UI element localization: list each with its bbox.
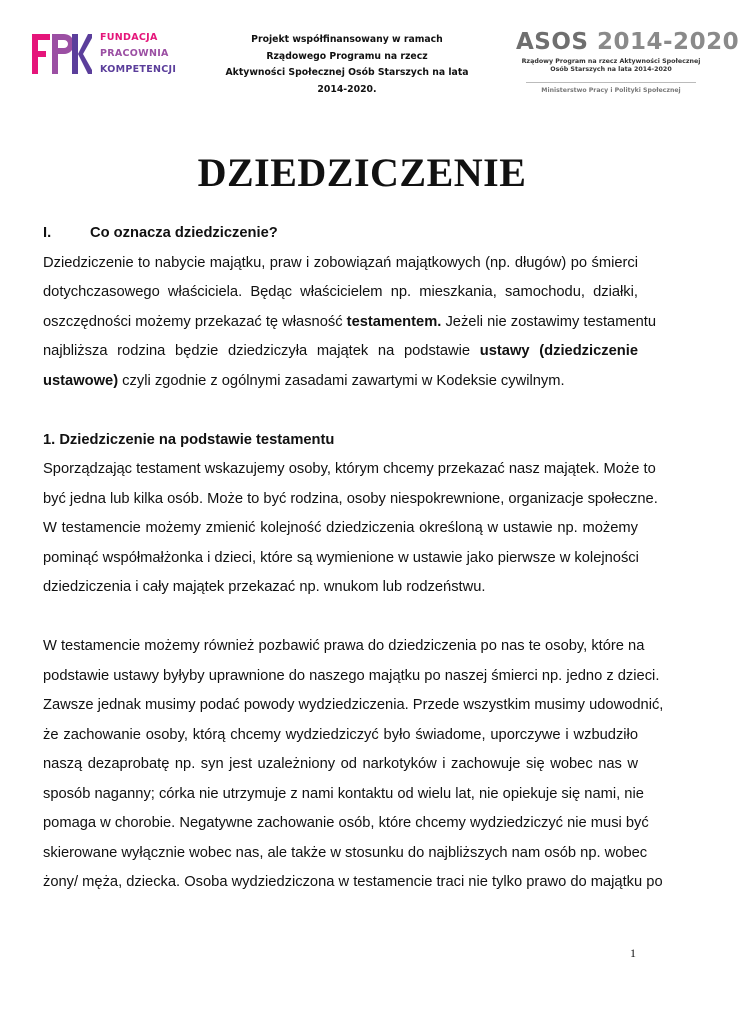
bold-term-statutory: ustawowe)	[43, 372, 119, 389]
project-note	[212, 32, 482, 98]
asos-brand: ASOS	[516, 29, 589, 55]
section-heading-text: Co oznacza dziedziczenie?	[90, 225, 278, 241]
paragraph-line: pomaga w chorobie. Negatywne zachowanie osób, które chcemy wydziedziczyć nie musi być	[43, 815, 649, 831]
fpk-logo-mark-icon	[30, 30, 92, 78]
bold-term-statute: ustawy (dziedziczenie	[479, 343, 638, 359]
paragraph-line: pominąć współmałżonka i dzieci, które są wymienione w ustawie jako pierwsze w kolejności	[43, 549, 639, 566]
project-note-line-3: Aktywności Społecznej Osób Starszych na lata	[225, 67, 469, 78]
section-heading	[43, 219, 638, 249]
asos-divider	[526, 82, 696, 83]
paragraph-line: dziedziczenia i cały majątek przekazać np. wnukom lub rodzeństwu.	[43, 579, 486, 595]
paragraph-line: Dziedziczenie to nabycie majątku, praw i zobowiązań majątkowych (np. długów) po śmierci	[43, 254, 638, 271]
paragraph-line: być jedna lub kilka osób. Może to być rodzina, osoby niespokrewnione, organizacje społeczne.	[43, 490, 658, 507]
document-body	[43, 219, 664, 898]
paragraph-line	[43, 308, 657, 338]
paragraph-line	[43, 337, 638, 367]
text-run: czyli zgodnie z ogólnymi zasadami zawartymi w Kodeksie cywilnym.	[118, 372, 565, 389]
asos-subtitle	[516, 58, 706, 74]
paragraph-line: dotychczasowego właściciela. Będąc właścicielem np. mieszkania, samochodu, działki,	[43, 284, 638, 300]
paragraph-gap	[43, 603, 638, 633]
ministry-name: Ministerstwo Pracy i Polityki Społecznej	[541, 87, 681, 94]
foundation-name-line-3: KOMPETENCJI	[100, 64, 177, 75]
paragraph-line: skierowane wyłącznie wobec nas, ale także w stosunku do najbliższych nam osób np. wobec	[43, 844, 648, 861]
subsection-heading: 1. Dziedziczenie na podstawie testamentu	[43, 431, 335, 448]
project-note-line-4: 2014-2020.	[317, 83, 377, 95]
paragraph-line: że zachowanie osoby, którą chcemy wydziedziczyć było świadome, uporczywe i wzbudziło	[43, 726, 638, 743]
asos-subtitle-line-2: Osób Starszych na lata 2014-2020	[550, 66, 672, 73]
paragraph-line: podstawie ustawy byłyby uprawnione do naszego majątku po naszej śmierci np. jedno z dzieci.	[43, 667, 660, 684]
page-number: 1	[630, 946, 636, 960]
foundation-name	[100, 30, 176, 78]
paragraph-line: W testamencie możemy zmienić kolejność dziedziczenia określoną w ustawie np. możemy	[43, 520, 638, 536]
paragraph-line: Zawsze jednak musimy podać powody wydziedziczenia. Przede wszystkim musimy udowodnić,	[43, 697, 664, 713]
paragraph-line: żony/ męża, dziecka. Osoba wydziedziczona w testamencie traci nie tylko prawo do majątku po	[43, 874, 663, 890]
foundation-name-line-2: PRACOWNIA	[100, 48, 169, 59]
text-run: oszczędności możemy przekazać tę własność	[43, 313, 347, 330]
asos-years: 2014-2020	[597, 29, 739, 55]
paragraph-line: naszą dezaprobatę np. syn jest uzależniony od narkotyków i zachowuje się wobec nas w	[43, 756, 638, 772]
paragraph-line	[43, 367, 638, 397]
subsection-paragraph-2	[43, 632, 664, 898]
asos-subtitle-line-1: Rządowy Program na rzecz Aktywności Społecznej	[521, 58, 701, 65]
bold-term-testament: testamentem.	[346, 313, 442, 330]
paragraph-line: W testamencie możemy również pozbawić prawa do dziedziczenia po nas te osoby, które na	[43, 638, 645, 654]
text-run: najbliższa rodzina będzie dziedziczyła majątek na podstawie	[43, 343, 480, 359]
section-number: I.	[43, 225, 52, 241]
document-title: DZIEDZICZENIE	[197, 150, 527, 195]
fpk-logo	[30, 30, 190, 80]
paragraph-line: sposób naganny; córka nie utrzymuje z nami kontaktu od wielu lat, nie opiekuje się nami, nie	[43, 785, 644, 802]
foundation-name-line-1: FUNDACJA	[100, 32, 158, 43]
paragraph-line: Sporządzając testament wskazujemy osoby, którym chcemy przekazać nasz majątek. Może to	[43, 461, 656, 477]
section-paragraph	[43, 249, 657, 397]
project-note-line-1: Projekt współfinansowany w ramach	[251, 34, 443, 45]
asos-title	[516, 28, 739, 56]
text-run: Jeżeli nie zostawimy testamentu	[441, 313, 657, 330]
asos-logo	[516, 28, 739, 94]
project-note-line-2: Rządowego Programu na rzecz	[266, 50, 428, 62]
subsection-paragraph-1	[43, 455, 658, 603]
